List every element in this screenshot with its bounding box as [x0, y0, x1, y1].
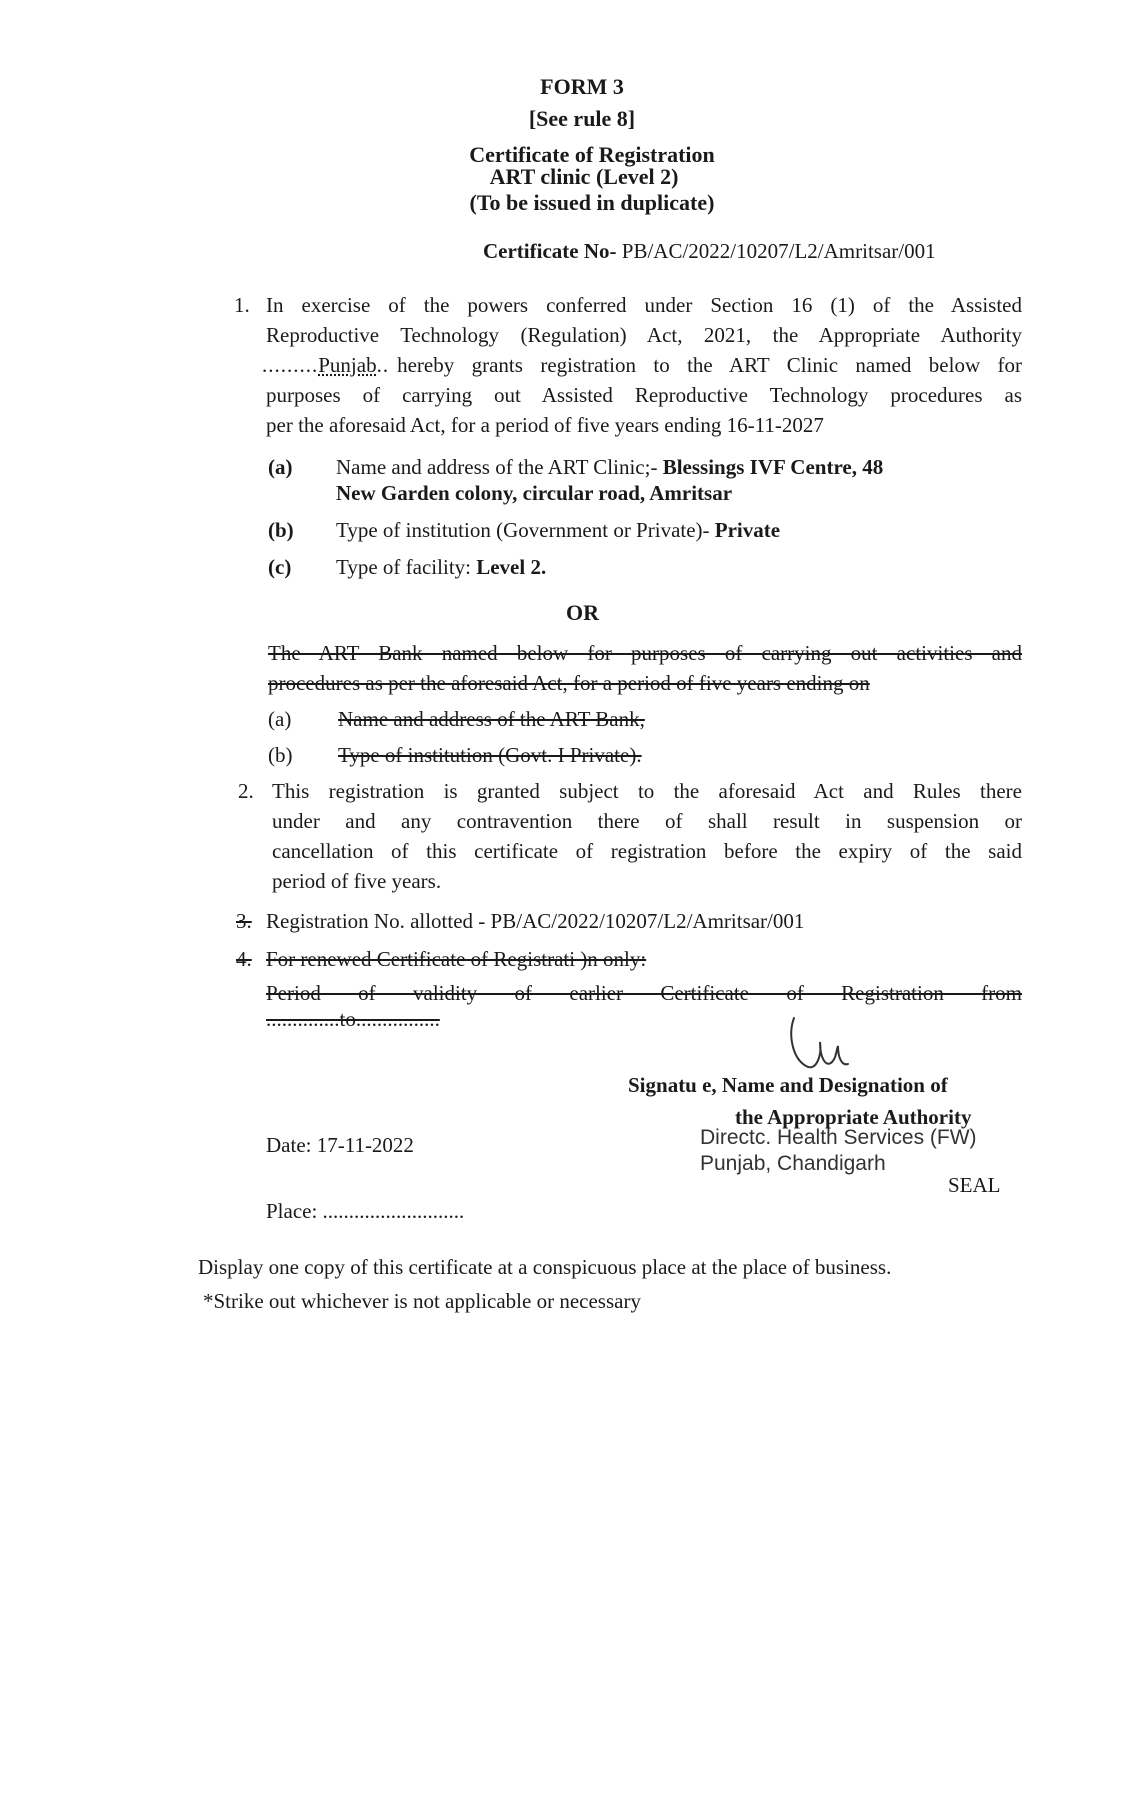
art-bank-a-text: Name and address of the ART Bank, [338, 707, 645, 731]
certificate-number-label: Certificate No- [483, 239, 617, 263]
para4-line2: Period of validity of earlier Certificate of Registration from [266, 981, 1022, 1005]
art-bank-b-label: (b) [268, 743, 293, 767]
certificate-number-line [483, 236, 936, 266]
art-bank-item-b [268, 740, 642, 770]
art-bank-a-label: (a) [268, 707, 292, 731]
para4-number: 4. [236, 947, 252, 971]
duplicate-note: (To be issued in duplicate) [469, 190, 715, 215]
registration-number: PB/AC/2022/10207/L2/Amritsar/001 [490, 909, 805, 933]
para1-line3 [262, 350, 1022, 380]
para4-line1: For renewed Certificate of Registrati )n only: [266, 947, 647, 971]
para1-line5 [266, 410, 824, 440]
rule-reference: [See rule 8] [528, 106, 636, 131]
signature-line2: the Appropriate Authority [735, 1105, 972, 1129]
or-label: OR [566, 600, 599, 625]
para1-line4: purposes of carrying out Assisted Reproductive Technology procedures as [266, 383, 1022, 407]
facility-type: Level 2. [476, 555, 547, 579]
para2-line1: This registration is granted subject to the aforesaid Act and Rules there [272, 779, 1022, 803]
stamp-location: Punjab, Chandigarh [700, 1152, 886, 1175]
signature-line1: Signatu e, Name and Designation of [628, 1073, 948, 1097]
item-b-text: Type of institution (Government or Private)- [336, 518, 710, 542]
para2-line4: period of five years. [272, 869, 442, 893]
certificate-number: PB/AC/2022/10207/L2/Amritsar/001 [621, 239, 936, 263]
para1-number: 1. [234, 293, 250, 317]
item-a-label: (a) [268, 455, 293, 479]
para3-number: 3. [236, 909, 252, 933]
authority-field: .........Punjab.. [262, 353, 390, 377]
para2-line3: cancellation of this certificate of registration before the expiry of the said [272, 839, 1022, 863]
para4-line3: ..............to................ [266, 1007, 440, 1031]
institution-type: Private [714, 518, 781, 542]
item-b-label: (b) [268, 518, 294, 542]
place-field: Place: ........................... [266, 1199, 465, 1223]
clinic-name: Blessings IVF Centre, 48 [662, 455, 884, 479]
item-c-text: Type of facility: [336, 555, 471, 579]
para1-line1: In exercise of the powers conferred under Section 16 (1) of the Assisted [266, 293, 1022, 317]
period-text: per the aforesaid Act, for a period of five years ending [266, 413, 722, 437]
form-number: FORM 3 [540, 74, 624, 99]
certificate-subtitle: ART clinic (Level 2) [489, 164, 679, 189]
registration-label: Registration No. allotted - [266, 909, 486, 933]
art-bank-line2: procedures as per the aforesaid Act, for a period of five years ending on [268, 671, 870, 695]
display-instruction: Display one copy of this certificate at a conspicuous place at the place of business. [198, 1255, 892, 1279]
para3-line [266, 906, 804, 936]
expiry-date: 16-11-2027 [726, 413, 824, 437]
issue-date: Date: 17-11-2022 [266, 1133, 414, 1157]
para1-line2: Reproductive Technology (Regulation) Act, 2021, the Appropriate Authority [266, 323, 1022, 347]
para1-line3-rest: hereby grants registration to the ART Clinic named below for [397, 353, 1022, 377]
art-bank-item-a [268, 704, 645, 734]
seal-label: SEAL [948, 1173, 1001, 1197]
strike-out-note: *Strike out whichever is not applicable or necessary [203, 1289, 641, 1313]
item-c-label: (c) [268, 555, 292, 579]
art-bank-b-text: Type of institution (Govt. I Private). [338, 743, 642, 767]
stamp-designation: Directc. Health Services (FW) [700, 1126, 977, 1149]
item-c-line [336, 552, 546, 582]
item-a-text: Name and address of the ART Clinic;- [336, 455, 658, 479]
certificate-title: Certificate of Registration [469, 142, 715, 167]
para2-line2: under and any contravention there of shall result in suspension or [272, 809, 1022, 833]
para2-number: 2. [238, 779, 254, 803]
item-b-line [336, 515, 780, 545]
art-bank-line1: The ART Bank named below for purposes of carrying out activities and [268, 641, 1022, 665]
clinic-address: New Garden colony, circular road, Amritsar [336, 481, 733, 505]
authority-name: Punjab [318, 353, 377, 377]
